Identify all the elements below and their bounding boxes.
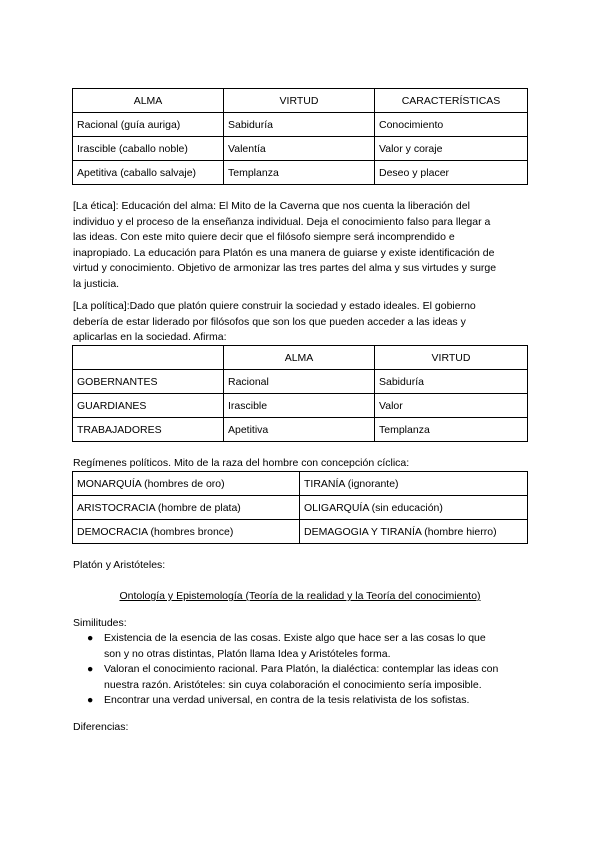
table-row (73, 520, 528, 544)
table-cell: Racional (224, 370, 375, 394)
table-row (73, 137, 528, 161)
table-cell: Irascible (caballo noble) (73, 137, 224, 161)
table-row (73, 113, 528, 137)
etica-paragraph (73, 199, 533, 292)
table-cell: Valor y coraje (375, 137, 528, 161)
table-cell: MONARQUÍA (hombres de oro) (73, 472, 300, 496)
table-header (73, 346, 224, 370)
table-cell: Conocimiento (375, 113, 528, 137)
text-line: [La ética]: Educación del alma: El Mito de la Caverna que nos cuenta la liberación del (73, 200, 470, 212)
text-line: las ideas. Con este mito quiere decir que el filósofo siempre será incomprendido e (73, 231, 455, 243)
table-row (73, 418, 528, 442)
table-row (73, 370, 528, 394)
table-row (73, 496, 528, 520)
table-row (73, 472, 528, 496)
table-cell: GOBERNANTES (73, 370, 224, 394)
text-line: la justicia. (73, 277, 120, 290)
ontologia-title: Ontología y Epistemología (Teoría de la realidad y la Teoría del conocimiento) (119, 590, 481, 602)
table-header: VIRTUD (224, 89, 375, 113)
table-cell: Apetitiva (224, 418, 375, 442)
text-line: inapropiado. La educación para Platón es una manera de guiarse y existe identificación de (73, 246, 495, 259)
estado-ideal-table (72, 345, 528, 442)
text-line: Encontrar una verdad universal, en contra de la tesis relativista de los sofistas. (104, 694, 470, 706)
text-line: aplicarlas en la sociedad. Afirma: (73, 331, 227, 343)
text-line: individuo y el proceso de la enseñanza individual. Deja el conocimiento falso para llegar a (73, 215, 491, 228)
table-cell: Sabiduría (375, 370, 528, 394)
text-line: Valoran el conocimiento racional. Para Platón, la dialéctica: contemplar las ideas con (104, 663, 499, 675)
politica-paragraph (73, 299, 533, 346)
text-line: [La política]:Dado que platón quiere construir la sociedad y estado ideales. El gobierno (73, 300, 476, 312)
table-header: ALMA (224, 346, 375, 370)
table-cell: Valentía (224, 137, 375, 161)
table-header: VIRTUD (375, 346, 528, 370)
regimenes-table (72, 471, 528, 544)
table-cell: Templanza (224, 161, 375, 185)
list-item (73, 662, 533, 693)
table-cell: Deseo y placer (375, 161, 528, 185)
table-cell: OLIGARQUÍA (sin educación) (300, 496, 528, 520)
text-line: Existencia de la esencia de las cosas. Existe algo que hace ser a las cosas lo que (104, 632, 486, 644)
platon-aristoteles-heading: Platón y Aristóteles: (73, 559, 166, 571)
table-row (73, 394, 528, 418)
table-cell: Sabiduría (224, 113, 375, 137)
similitudes-heading: Similitudes: (73, 617, 127, 629)
alma-virtud-table (72, 88, 528, 185)
bullet-icon: ● (87, 632, 94, 644)
text-line: debería de estar liderado por filósofos que son los que pueden acceder a las ideas y (73, 315, 466, 328)
list-item (73, 631, 533, 662)
table-header: CARACTERÍSTICAS (375, 89, 528, 113)
text-line: virtud y conocimiento. Objetivo de armonizar las tres partes del alma y sus virtudes y surge (73, 262, 497, 274)
list-item (73, 693, 533, 709)
table-cell: GUARDIANES (73, 394, 224, 418)
table-cell: Templanza (375, 418, 528, 442)
table-row (73, 161, 528, 185)
table-cell: TIRANÍA (ignorante) (300, 472, 528, 496)
bullet-icon: ● (87, 663, 94, 675)
bullet-icon: ● (87, 694, 94, 706)
regimenes-intro: Regímenes políticos. Mito de la raza del hombre con concepción cíclica: (73, 457, 410, 469)
diferencias-heading: Diferencias: (73, 721, 129, 733)
table-cell: DEMAGOGIA Y TIRANÍA (hombre hierro) (300, 520, 528, 544)
text-line: son y no otras distintas, Platón llama Idea y Aristóteles forma. (104, 647, 391, 660)
table-cell: DEMOCRACIA (hombres bronce) (73, 520, 300, 544)
table-header-row (73, 346, 528, 370)
table-cell: TRABAJADORES (73, 418, 224, 442)
table-cell: Irascible (224, 394, 375, 418)
table-header-row (73, 89, 528, 113)
similitudes-list (73, 631, 533, 709)
table-cell: ARISTOCRACIA (hombre de plata) (73, 496, 300, 520)
text-line: nuestra razón. Aristóteles: sin cuya colaboración el conocimiento sería imposible. (104, 678, 482, 691)
table-cell: Valor (375, 394, 528, 418)
table-cell: Racional (guía auriga) (73, 113, 224, 137)
table-cell: Apetitiva (caballo salvaje) (73, 161, 224, 185)
table-header: ALMA (73, 89, 224, 113)
